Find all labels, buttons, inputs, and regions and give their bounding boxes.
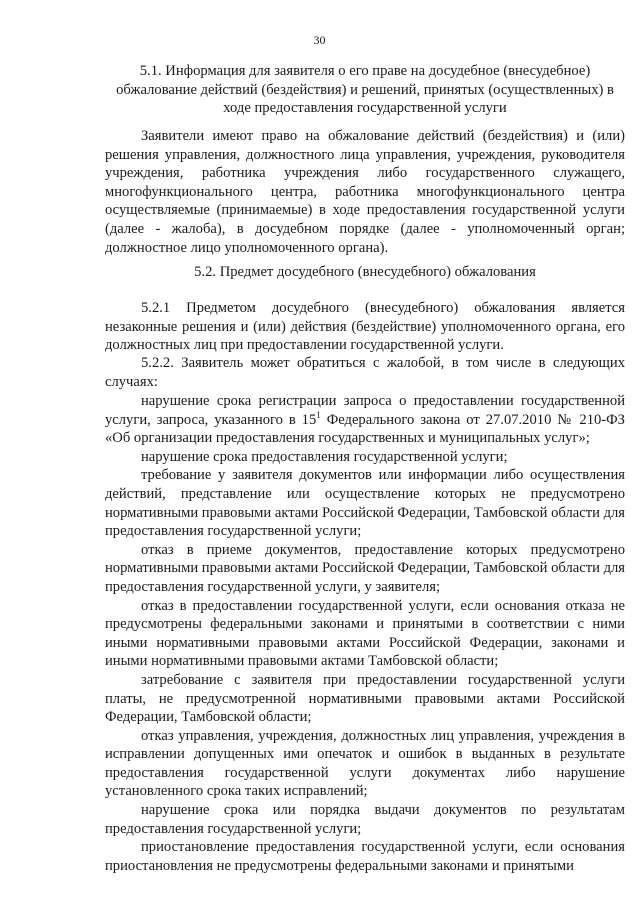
section-heading-5-2: 5.2. Предмет досудебного (внесудебного) обжалования [194, 264, 536, 280]
paragraph-5-2-2: 5.2.2. Заявитель может обратиться с жалобой, в том числе в следующих случаях: [105, 355, 625, 390]
heading-line: ходе предоставления государственной услуги [223, 100, 507, 117]
case-item: затребование с заявителя при предоставлении государственной услуги платы, не предусмотренной нормативными правовыми актами Российской Федерации, Тамбовской области; [105, 671, 625, 726]
case-item: приостановление предоставления государственной услуги, если основания приостановления не предусмотрены федеральными законами и принятыми [105, 839, 625, 874]
paragraph-5-2-1: 5.2.1 Предметом досудебного (внесудебного) обжалования является незаконные решения и (или) действия (бездействие) уполномоченного органа, его должностных лиц при предоставлении государственной услуги. [105, 300, 625, 354]
case-item: отказ управления, учреждения, должностных лиц управления, учреждения в исправлении допущенных ими опечаток и ошибок в выданных в результате предоставления государственной услуги документах либо нарушение установленного срока таких исправлений; [105, 727, 625, 800]
case-item: нарушение срока или порядка выдачи документов по результатам предоставления государственной услуги; [105, 802, 625, 837]
case-text: Федерального закона от 27.07.2010 № 210-ФЗ «Об организации предоставления государственных и муниципальных услуг»; [105, 411, 625, 447]
case-item: требование у заявителя документов или информации либо осуществления действий, представление или осуществление которых не предусмотрено нормативными правовыми актами Российской Федерации, Тамбовской области для предоставления государственной услуги; [105, 467, 625, 540]
case-text: нарушение срока регистрации запроса о предоставлении государственной услуги, запроса, указанного в 15 [105, 393, 625, 428]
case-item: отказ в приеме документов, предоставление которых предусмотрено нормативными правовыми актами Российской Федерации, Тамбовской области для предоставления государственной услуги, у заявителя; [105, 541, 625, 595]
page-number: 30 [313, 33, 326, 47]
section-heading-5-1 [105, 62, 625, 118]
case-item: отказ в предоставлении государственной услуги, если основания отказа не предусмотрены федеральными законами и принятыми в соответствии с ними иными нормативными правовыми актами Российской Федерации, законами и иными нормативными правовыми актами Тамбовской области; [105, 597, 625, 670]
intro-paragraph: Заявители имеют право на обжалование действий (бездействия) и (или) решения управления, должностного лица управления, учреждения, руководителя учреждения, работника учреждения либо государственного служащего, многофункционального центра, работника многофункционального центра осуществляемые (принимаемые) в ходе предоставления государственной услуги (далее - жалоба), в досудебном порядке (далее - уполномоченный орган; должностное лицо уполномоченного органа). [105, 128, 625, 256]
superscript: 1 [316, 409, 321, 420]
cases-list [105, 392, 625, 875]
heading-line: 5.1. Информация для заявителя о его праве на досудебное (внесудебное) [139, 63, 591, 79]
heading-line: обжалование действий (бездействия) и решений, принятых (осуществленных) в [116, 81, 614, 98]
case-item [105, 392, 625, 448]
case-item: нарушение срока предоставления государственной услуги; [141, 448, 508, 465]
